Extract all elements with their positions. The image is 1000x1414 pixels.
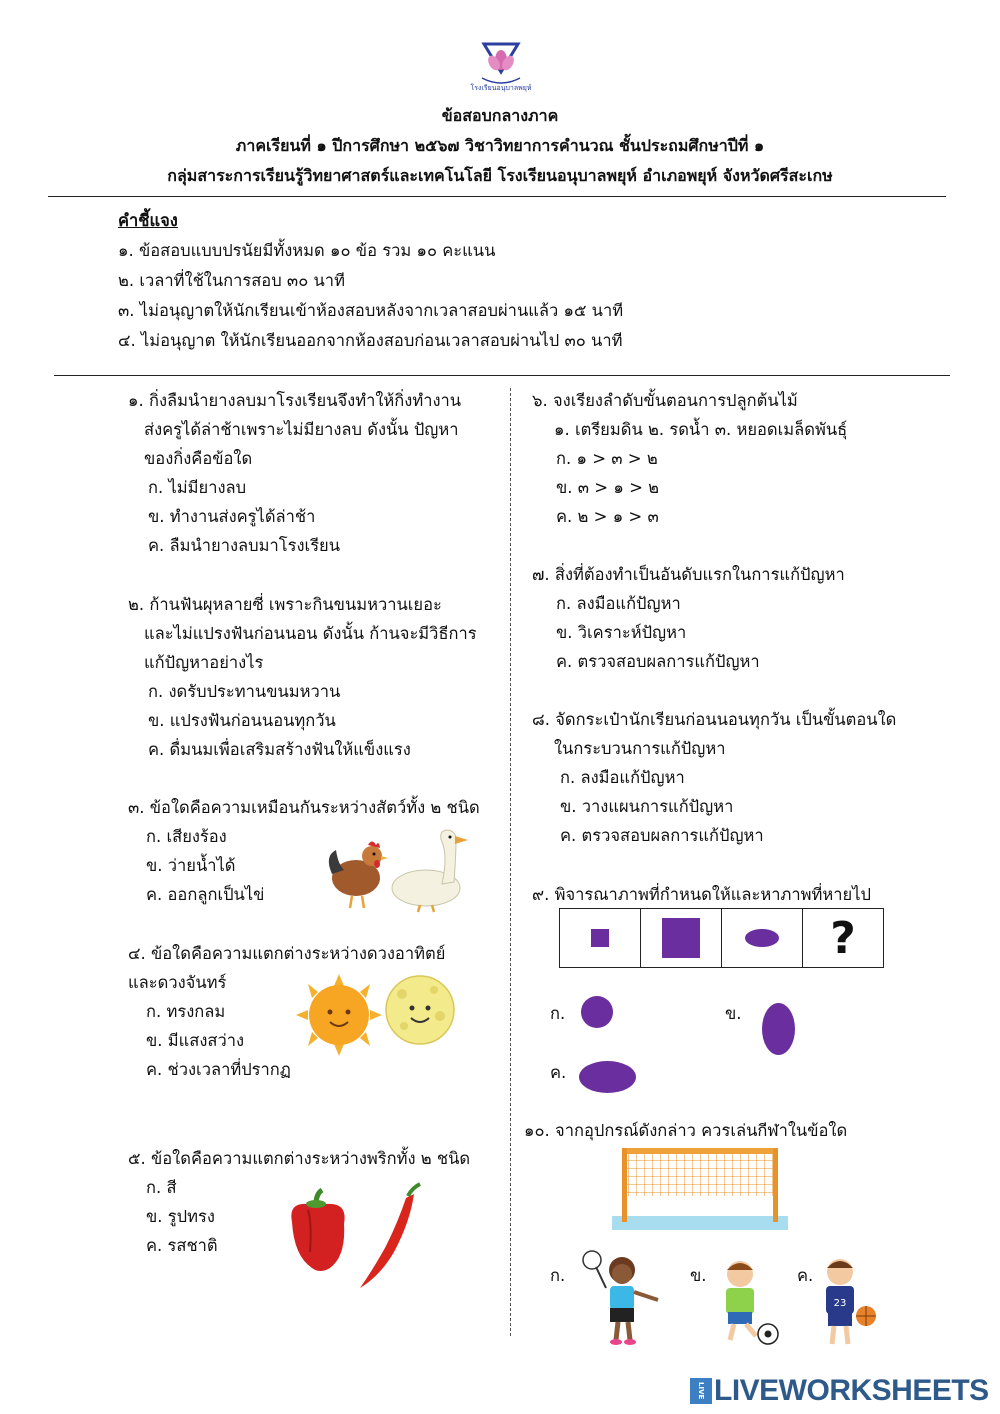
q4-text: ๔. ข้อใดคือความแตกต่างระหว่างดวงอาทิตย์	[128, 944, 446, 963]
instruction-item: ๒. เวลาที่ใช้ในการสอบ ๓๐ นาที	[118, 271, 345, 290]
q6-option-b[interactable]: ข. ๓ > ๑ > ๒	[556, 478, 660, 497]
q7-option-c[interactable]: ค. ตรวจสอบผลการแก้ปัญหา	[556, 652, 760, 671]
q6-text: ๖. จงเรียงลำดับขั้นตอนการปลูกต้นไม้	[532, 391, 798, 410]
sun-icon	[296, 974, 382, 1056]
hen-icon	[329, 842, 388, 909]
exam-subtitle: ภาคเรียนที่ ๑ ปีการศึกษา ๒๕๖๗ วิชาวิทยาการคำนวณ ชั้นประถมศึกษาปีที่ ๑	[235, 136, 765, 155]
q9-option-a-label[interactable]: ก.	[550, 1004, 566, 1023]
q6-option-a[interactable]: ก. ๑ > ๓ > ๒	[556, 449, 658, 468]
moon-icon	[386, 976, 454, 1044]
q9-option-a-circle[interactable]	[581, 996, 613, 1028]
q5-option-a[interactable]: ก. สี	[146, 1178, 177, 1197]
live-badge: LIVE	[690, 1378, 712, 1404]
seal-text: โรงเรียนอนุบาลพยุห์	[470, 84, 532, 92]
q5-option-b[interactable]: ข. รูปทรง	[146, 1207, 215, 1226]
q10-option-b-label[interactable]: ข.	[690, 1266, 707, 1285]
sun-moon-illustration	[294, 972, 460, 1058]
peppers-illustration	[282, 1182, 428, 1292]
q2-text: ๒. ก้านฟันผุหลายซี่ เพราะกินขนมหวานเยอะ	[128, 595, 442, 614]
q7-text: ๗. สิ่งที่ต้องทำเป็นอันดับแรกในการแก้ปัญหา	[532, 565, 845, 584]
header-divider	[48, 196, 946, 197]
q3-option-b[interactable]: ข. ว่ายน้ำได้	[146, 856, 236, 875]
q1-text: ๑. กิ่งลืมนำยางลบมาโรงเรียนจึงทำให้กิ่งทำงาน	[128, 391, 462, 410]
q4-option-c[interactable]: ค. ช่วงเวลาที่ปรากฏ	[146, 1060, 291, 1079]
column-divider	[510, 388, 511, 1336]
sequence-cell	[641, 909, 722, 967]
q9-option-c-label[interactable]: ค.	[550, 1063, 567, 1082]
q6-text: ๑. เตรียมดิน ๒. รดน้ำ ๓. หยอดเมล็ดพันธุ์	[554, 420, 848, 439]
q9-option-b-tall-oval[interactable]	[762, 1003, 795, 1055]
q2-option-c[interactable]: ค. ดื่มนมเพื่อเสริมสร้างฟันให้แข็งแรง	[148, 740, 411, 759]
q8-text: ๘. จัดกระเป๋านักเรียนก่อนนอนทุกวัน เป็นขั้นตอนใด	[532, 710, 897, 729]
q8-option-c[interactable]: ค. ตรวจสอบผลการแก้ปัญหา	[560, 826, 764, 845]
q2-option-a[interactable]: ก. งดรับประทานขนมหวาน	[148, 682, 341, 701]
exam-title: ข้อสอบกลางภาค	[441, 106, 559, 125]
sequence-cell	[803, 909, 883, 967]
instructions-heading: คำชี้แจง	[118, 211, 178, 230]
sequence-cell	[722, 909, 803, 967]
duck-icon	[392, 830, 468, 912]
q2-text: และไม่แปรงฟันก่อนนอน ดังนั้น ก้านจะมีวิธีการ	[144, 624, 477, 643]
hen-duck-illustration	[322, 826, 472, 914]
liveworksheets-watermark	[690, 1374, 989, 1408]
q2-option-b[interactable]: ข. แปรงฟันก่อนนอนทุกวัน	[148, 711, 336, 730]
small-square-shape	[591, 929, 609, 947]
instruction-item: ๓. ไม่อนุญาตให้นักเรียนเข้าห้องสอบหลังจากเวลาสอบผ่านแล้ว ๑๕ นาที	[118, 301, 624, 320]
q5-option-c[interactable]: ค. รสชาติ	[146, 1236, 218, 1255]
q4-text: และดวงจันทร์	[128, 973, 227, 992]
q9-shape-sequence	[559, 908, 884, 968]
bell-pepper-icon	[291, 1190, 344, 1271]
q1-text: ส่งครูได้ล่าช้าเพราะไม่มียางลบ ดังนั้น ปัญหา	[144, 420, 459, 439]
q4-option-b[interactable]: ข. มีแสงสว่าง	[146, 1031, 245, 1050]
chili-pepper-icon	[360, 1184, 420, 1288]
q10-option-b-soccer-boy[interactable]	[706, 1256, 786, 1348]
watermark-brand: LIVEWORKSHEETS	[714, 1374, 989, 1407]
question-mark: ?	[830, 912, 856, 964]
q1-text: ของกิ่งคือข้อใด	[144, 449, 253, 468]
large-square-shape	[662, 918, 700, 958]
sequence-cell	[560, 909, 641, 967]
q8-text: ในกระบวนการแก้ปัญหา	[554, 739, 726, 758]
q7-option-a[interactable]: ก. ลงมือแก้ปัญหา	[556, 594, 681, 613]
q8-option-a[interactable]: ก. ลงมือแก้ปัญหา	[560, 768, 685, 787]
jersey-number: 23	[833, 1298, 847, 1309]
instructions-divider	[54, 375, 950, 376]
q3-option-a[interactable]: ก. เสียงร้อง	[146, 827, 227, 846]
q10-option-c-label[interactable]: ค.	[797, 1266, 814, 1285]
q8-option-b[interactable]: ข. วางแผนการแก้ปัญหา	[560, 797, 734, 816]
q7-option-b[interactable]: ข. วิเคราะห์ปัญหา	[556, 623, 687, 642]
q10-option-a-badminton-girl[interactable]	[572, 1248, 668, 1348]
q10-option-c-basketball-boy[interactable]	[806, 1254, 882, 1352]
q3-option-c[interactable]: ค. ออกลูกเป็นไข่	[146, 885, 265, 904]
q2-text: แก้ปัญหาอย่างไร	[144, 653, 264, 672]
instruction-item: ๔. ไม่อนุญาต ให้นักเรียนออกจากห้องสอบก่อนเวลาสอบผ่านไป ๓๐ นาที	[118, 331, 623, 350]
q5-text: ๕. ข้อใดคือความแตกต่างระหว่างพริกทั้ง ๒ ชนิด	[128, 1149, 471, 1168]
q10-text: ๑๐. จากอุปกรณ์ดังกล่าว ควรเล่นกีฬาในข้อใด	[524, 1121, 848, 1140]
q1-option-a[interactable]: ก. ไม่มียางลบ	[148, 478, 247, 497]
badminton-net-illustration	[612, 1144, 788, 1230]
q1-option-c[interactable]: ค. ลืมนำยางลบมาโรงเรียน	[148, 536, 341, 555]
q9-option-b-label[interactable]: ข.	[725, 1004, 742, 1023]
instruction-item: ๑. ข้อสอบแบบปรนัยมีทั้งหมด ๑๐ ข้อ รวม ๑๐ คะแนน	[118, 241, 496, 260]
q3-text: ๓. ข้อใดคือความเหมือนกันระหว่างสัตว์ทั้ง ๒ ชนิด	[128, 798, 480, 817]
small-oval-shape	[745, 929, 779, 947]
q10-option-a-label[interactable]: ก.	[550, 1266, 566, 1285]
q9-text: ๙. พิจารณาภาพที่กำหนดให้และหาภาพที่หายไป	[532, 885, 871, 904]
exam-school-line: กลุ่มสาระการเรียนรู้วิทยาศาสตร์และเทคโนโลยี โรงเรียนอนุบาลพยุห์ อำเภอพยุห์ จังหวัดศรีสะเกษ	[167, 166, 833, 185]
q9-option-c-wide-oval[interactable]	[579, 1061, 636, 1093]
q6-option-c[interactable]: ค. ๒ > ๑ > ๓	[556, 507, 659, 526]
q1-option-b[interactable]: ข. ทำงานส่งครูได้ล่าช้า	[148, 507, 316, 526]
school-seal-logo	[470, 38, 532, 94]
q4-option-a[interactable]: ก. ทรงกลม	[146, 1002, 226, 1021]
